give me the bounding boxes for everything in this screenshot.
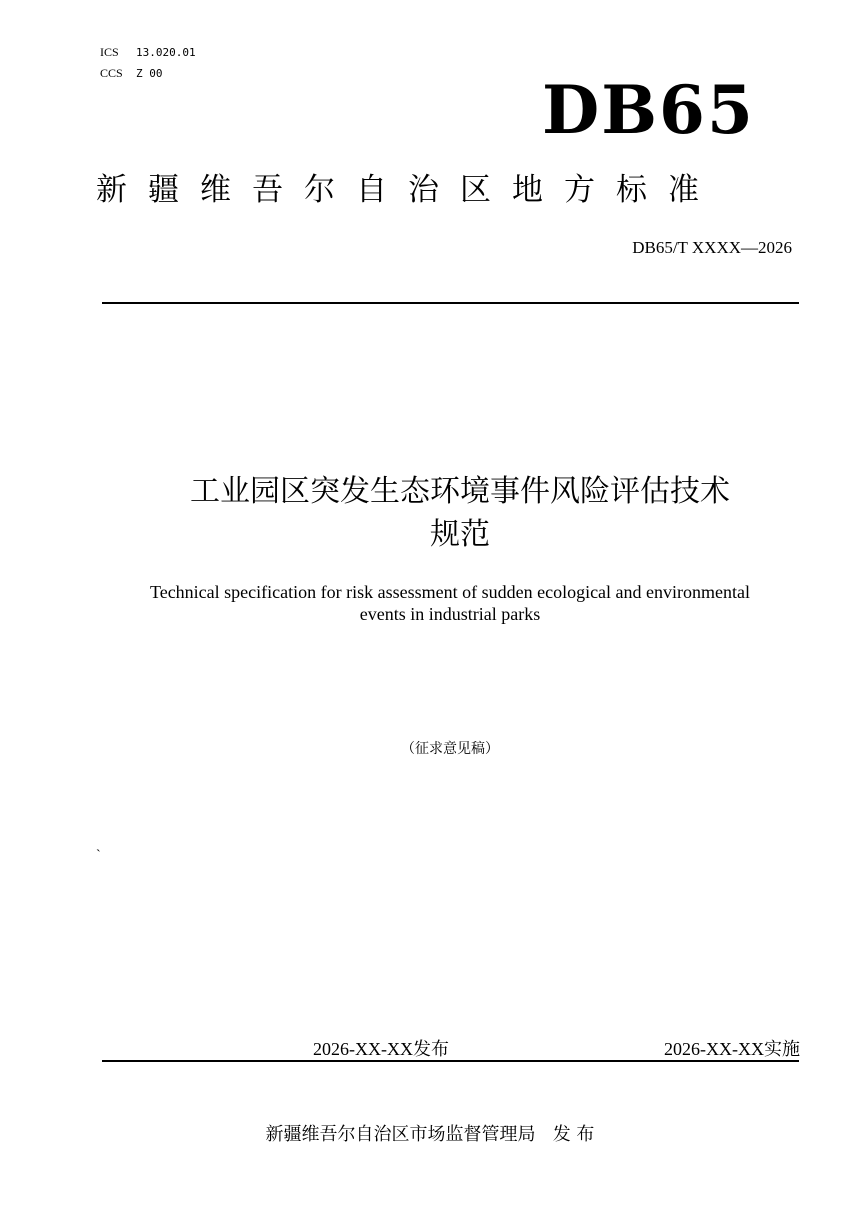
- ccs-label: CCS: [100, 66, 123, 80]
- publish-date: 2026-XX-XX发布: [313, 1039, 449, 1059]
- ics-value: 13.020.01: [136, 46, 196, 59]
- standard-number: DB65/T XXXX—2026: [632, 238, 792, 257]
- top-divider: [102, 302, 799, 304]
- title-chinese-line1: 工业园区突发生态环境事件风险评估技术: [190, 474, 730, 509]
- title-chinese: [110, 470, 810, 556]
- standard-type: 新疆维吾尔自治区地方标准: [96, 172, 720, 208]
- ics-label: ICS: [100, 45, 119, 59]
- issuing-authority: 新疆维吾尔自治区市场监督管理局 发 布: [265, 1124, 595, 1145]
- title-english-line2: events in industrial parks: [359, 604, 541, 624]
- db-logo: DB65: [542, 71, 755, 149]
- ccs-code: [100, 66, 163, 81]
- implement-date: 2026-XX-XX实施: [664, 1039, 800, 1059]
- ccs-value: Z 00: [136, 67, 163, 80]
- ics-code: [100, 45, 196, 60]
- draft-note: （征求意见稿）: [401, 741, 499, 757]
- title-english: [100, 581, 800, 625]
- title-english-line1: Technical specification for risk assessment of sudden ecological and environmental: [149, 582, 751, 602]
- stray-mark: `: [96, 848, 101, 863]
- bottom-divider: [102, 1060, 799, 1062]
- title-chinese-line2: 规范: [430, 517, 490, 552]
